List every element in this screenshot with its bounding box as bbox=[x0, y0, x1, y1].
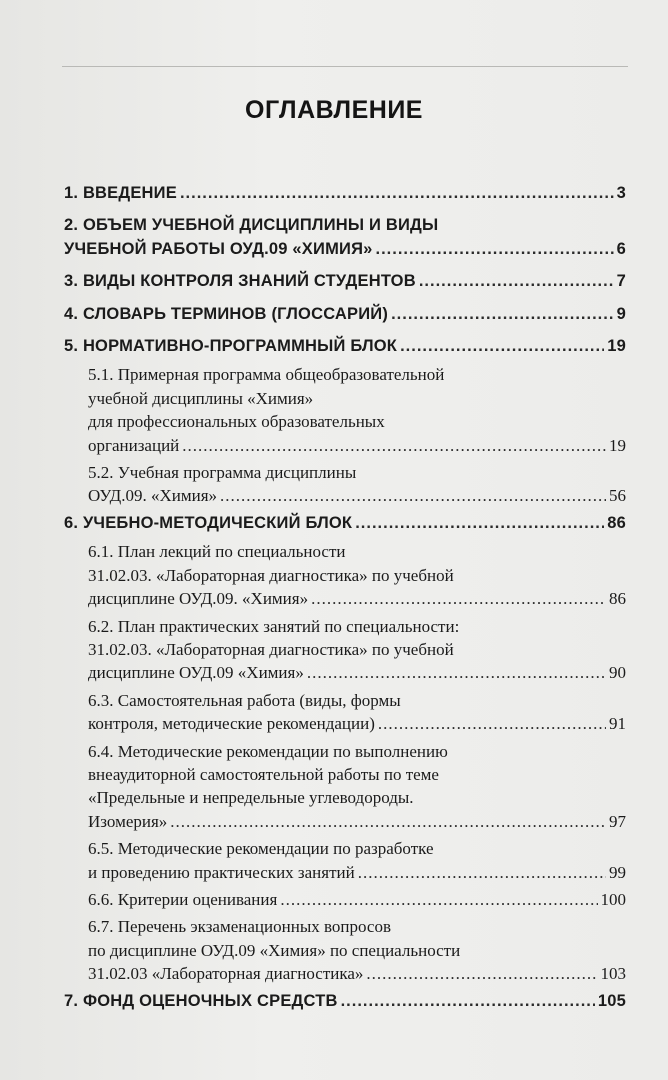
toc-entry-text: 6.1. План лекций по специальности bbox=[88, 542, 346, 562]
toc-entry-text: 6. УЧЕБНО-МЕТОДИЧЕСКИЙ БЛОК bbox=[64, 513, 353, 532]
toc-entry bbox=[64, 888, 626, 911]
toc-page-number: 105 bbox=[597, 991, 626, 1010]
toc-page-number: 86 bbox=[607, 513, 626, 532]
dot-leader bbox=[366, 962, 597, 985]
toc-entry-text: 5. НОРМАТИВНО-ПРОГРАММНЫЙ БЛОК bbox=[64, 337, 398, 356]
dot-leader bbox=[280, 888, 597, 911]
toc-entry-text: ОУД.09. «Химия» bbox=[88, 486, 218, 506]
toc-entry-text: 6.2. План практических занятий по специальности: bbox=[88, 616, 460, 636]
toc-entry-leader-row bbox=[64, 990, 626, 1013]
toc-entry-leader-row bbox=[88, 888, 626, 911]
toc-entry bbox=[64, 740, 626, 834]
toc-entry-text: и проведению практических занятий bbox=[88, 862, 355, 882]
toc-entry-leader-row bbox=[88, 810, 626, 833]
toc-entry-text: Изомерия» bbox=[88, 811, 168, 831]
toc-entry-leader-row bbox=[88, 587, 626, 610]
toc-entry bbox=[64, 270, 626, 293]
toc-page-number: 9 bbox=[616, 304, 626, 323]
dot-leader bbox=[376, 238, 614, 261]
toc-entry-leader-row bbox=[64, 335, 626, 358]
toc-entry-leader-row bbox=[64, 238, 626, 261]
toc-entry-text: 6.4. Методические рекомендации по выполнению bbox=[88, 741, 448, 761]
toc-entry-leader-row bbox=[88, 861, 626, 884]
toc-entry-text: контроля, методические рекомендации) bbox=[88, 714, 375, 734]
toc-entry-text: дисциплине ОУД.09 «Химия» bbox=[88, 663, 304, 683]
toc-entry bbox=[64, 615, 626, 685]
toc-page-number: 99 bbox=[609, 862, 626, 882]
toc-entry-text: УЧЕБНОЙ РАБОТЫ ОУД.09 «ХИМИЯ» bbox=[64, 239, 373, 258]
toc-page-number: 86 bbox=[609, 589, 626, 609]
toc-entry bbox=[64, 990, 626, 1013]
dot-leader bbox=[170, 810, 606, 833]
toc-entry-text: 1. ВВЕДЕНИЕ bbox=[64, 184, 177, 202]
dot-leader bbox=[220, 484, 606, 507]
toc-entry-text: по дисциплине ОУД.09 «Химия» по специальности bbox=[88, 940, 461, 960]
toc-page-number: 97 bbox=[609, 811, 626, 831]
toc-entry-text: 2. ОБЪЕМ УЧЕБНОЙ ДИСЦИПЛИНЫ И ВИДЫ bbox=[64, 216, 439, 235]
toc-entry-text: 31.02.03 «Лабораторная диагностика» bbox=[88, 964, 364, 984]
toc-entry-text: 5.2. Учебная программа дисциплины bbox=[88, 463, 357, 483]
toc-entry-text: для профессиональных образовательных bbox=[88, 412, 385, 432]
toc-entry-text: 3. ВИДЫ КОНТРОЛЯ ЗНАНИЙ СТУДЕНТОВ bbox=[64, 272, 416, 291]
toc-entry-leader-row bbox=[64, 270, 626, 293]
dot-leader bbox=[307, 661, 606, 684]
dot-leader bbox=[358, 861, 606, 884]
dot-leader bbox=[182, 434, 606, 457]
toc-entry-text: 6.6. Критерии оценивания bbox=[88, 889, 278, 909]
toc-page-number: 7 bbox=[616, 272, 626, 291]
toc-entry-text: 31.02.03. «Лабораторная диагностика» по учебной bbox=[88, 639, 454, 659]
toc-entry-leader-row bbox=[88, 434, 626, 457]
dot-leader bbox=[378, 712, 606, 735]
dot-leader bbox=[180, 182, 614, 205]
dot-leader bbox=[341, 990, 595, 1013]
toc-page-number: 91 bbox=[609, 714, 626, 734]
toc-entry-leader-row bbox=[88, 484, 626, 507]
toc-entry-leader-row bbox=[88, 661, 626, 684]
toc-entry bbox=[64, 303, 626, 326]
table-of-contents bbox=[64, 182, 626, 1022]
toc-entry-leader-row bbox=[88, 962, 626, 985]
toc-page-number: 19 bbox=[607, 337, 626, 356]
toc-page-number: 100 bbox=[600, 889, 626, 909]
toc-entry-text: учебной дисциплины «Химия» bbox=[88, 388, 314, 408]
toc-entry-text: 6.3. Самостоятельная работа (виды, формы bbox=[88, 690, 401, 710]
toc-page-number: 90 bbox=[609, 663, 626, 683]
toc-entry-text: 6.7. Перечень экзаменационных вопросов bbox=[88, 917, 391, 937]
toc-entry-text: 7. ФОНД ОЦЕНОЧНЫХ СРЕДСТВ bbox=[64, 991, 338, 1010]
dot-leader bbox=[419, 270, 614, 293]
toc-entry-leader-row bbox=[88, 712, 626, 735]
toc-entry-text: внеаудиторной самостоятельной работы по теме bbox=[88, 764, 439, 784]
toc-entry-leader-row bbox=[64, 303, 626, 326]
toc-entry-text: 6.5. Методические рекомендации по разработке bbox=[88, 839, 434, 859]
toc-entry-text: организаций bbox=[88, 435, 180, 455]
dot-leader bbox=[355, 512, 604, 535]
toc-entry-leader-row bbox=[64, 512, 626, 535]
toc-entry bbox=[64, 689, 626, 736]
dot-leader bbox=[391, 303, 614, 326]
toc-entry-text: 5.1. Примерная программа общеобразовательной bbox=[88, 365, 445, 385]
toc-entry-leader-row bbox=[64, 182, 626, 205]
toc-entry bbox=[64, 837, 626, 884]
toc-page-number: 6 bbox=[616, 239, 626, 258]
dot-leader bbox=[311, 587, 606, 610]
toc-page-number: 103 bbox=[600, 964, 626, 984]
toc-entry bbox=[64, 461, 626, 508]
toc-entry-text: 4. СЛОВАРЬ ТЕРМИНОВ (ГЛОССАРИЙ) bbox=[64, 304, 389, 323]
toc-entry bbox=[64, 540, 626, 610]
toc-page-number: 56 bbox=[609, 486, 626, 506]
toc-entry bbox=[64, 363, 626, 457]
toc-entry bbox=[64, 512, 626, 535]
page-title: ОГЛАВЛЕНИЕ bbox=[245, 96, 423, 124]
dot-leader bbox=[400, 335, 604, 358]
toc-entry bbox=[64, 335, 626, 358]
toc-entry-text: «Предельные и непредельные углеводороды. bbox=[88, 788, 414, 808]
toc-entry bbox=[64, 915, 626, 985]
toc-entry bbox=[64, 182, 626, 205]
toc-page-number: 19 bbox=[609, 435, 626, 455]
toc-entry bbox=[64, 214, 626, 261]
toc-entry-text: дисциплине ОУД.09. «Химия» bbox=[88, 589, 309, 609]
toc-entry-text: 31.02.03. «Лабораторная диагностика» по учебной bbox=[88, 565, 454, 585]
header-rule bbox=[62, 66, 628, 67]
toc-page-number: 3 bbox=[616, 184, 626, 202]
